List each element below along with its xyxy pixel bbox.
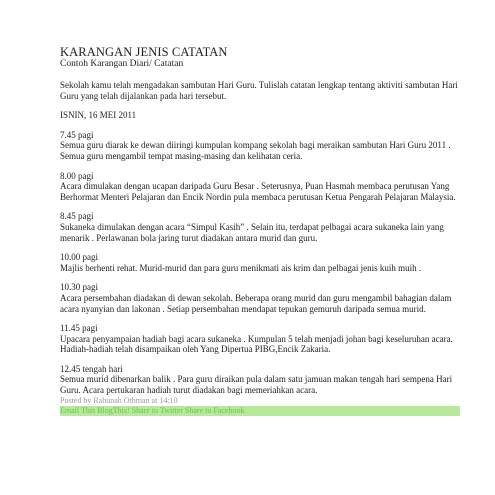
entry-time: 10.30 pagi (60, 282, 98, 293)
entry-text: Acara dimulakan dengan ucapan daripada Guru Besar . Seterusnya, Puan Hasmah membaca perutusan Yang Berhormat Menteri Pelajaran dan Encik Nordin pula membaca perutusan Ketua Pengarah Pelajaran Malaysia. (60, 181, 456, 202)
share-bar[interactable]: Email This BlogThis! Share to Twitter Share to Facebook (60, 406, 460, 416)
diary-entry (60, 171, 460, 203)
entry-time: 12.45 tengah hari (60, 363, 123, 374)
entry-text: Semua guru diarak ke dewan diiringi kumpulan kompang sekolah bagi meraikan sambutan Hari Guru 2011 . Semua guru mengambil tempat masing-masing dan kelihatan ceria. (60, 140, 451, 161)
document-page (60, 45, 460, 416)
entry-text: Acara persembahan diadakan di dewan sekolah. Beberapa orang murid dan guru mengambil bahagian dalam acara nyanyian dan lakonan . Setiap persembahan mendapat tepukan gemuruh daripada semua murid. (60, 292, 452, 314)
entry-date: ISNIN, 16 MEI 2011 (60, 110, 137, 121)
diary-entry (60, 282, 460, 314)
entry-text: Majlis berhenti rehat. Murid-murid dan para guru menikmati ais krim dan pelbagai jenis kuih muih . (60, 262, 422, 273)
diary-entry (60, 211, 460, 243)
entry-text: Upacara penyampaian hadiah bagi acara sukaneka . Kumpulan 5 telah menjadi johan bagi keseluruhan acara. Hadiah-hadiah telah disampaikan oleh Yang Dipertua PIBG,Encik Zakaria. (60, 333, 453, 355)
diary-entry (60, 364, 460, 396)
diary-entry (60, 323, 460, 355)
entry-text: Semua murid dibenarkan balik . Para guru diraikan pula dalam satu jamuan makan tengah hari sempena Hari Guru. Acara pertukaran hadiah turut diadakan bagi memeriahkan acara. (60, 374, 453, 396)
diary-entry (60, 252, 460, 273)
diary-entry (60, 130, 460, 162)
entry-time: 8.00 pagi (60, 170, 94, 181)
page-title: KARANGAN JENIS CATATAN (60, 45, 228, 59)
entry-time: 7.45 pagi (60, 129, 94, 140)
entry-time: 10.00 pagi (60, 252, 98, 263)
intro-paragraph: Sekolah kamu telah mengadakan sambutan Hari Guru. Tulislah catatan lengkap tentang aktiviti sambutan Hari Guru yang telah dijalankan pada hari tersebut. (60, 80, 458, 101)
page-subtitle: Contoh Karangan Diari/ Catatan (60, 59, 184, 69)
post-footer-link[interactable]: Posted by Rahunah Othman at 14:10 (60, 395, 178, 405)
entry-text: Sukaneka dimulakan dengan acara “Simpul Kasih” . Selain itu, terdapat pelbagai acara sukaneka lain yang menarik . Perlawanan bola jaring turut diadakan antara murid dan guru. (60, 221, 444, 243)
entry-time: 11.45 pagi (60, 323, 98, 334)
entry-time: 8.45 pagi (60, 211, 94, 222)
